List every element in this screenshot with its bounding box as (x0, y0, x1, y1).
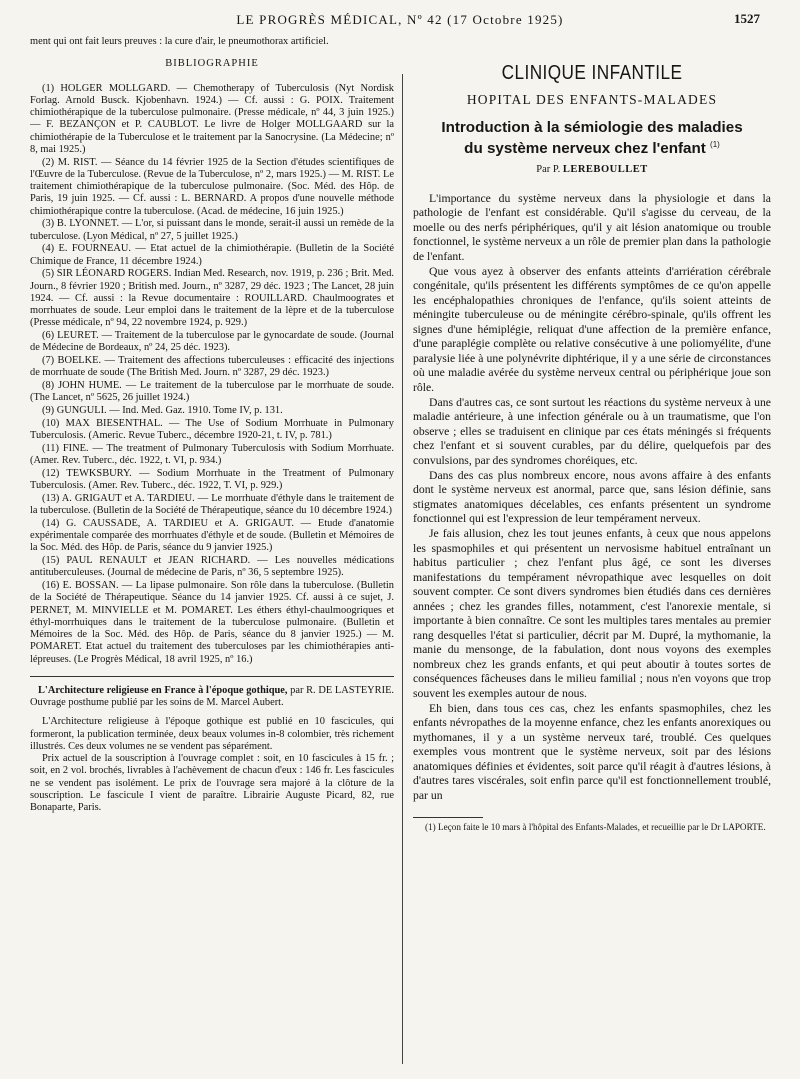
left-column (30, 36, 394, 1071)
reference-item: (10) MAX BIESENTHAL. — The Use of Sodium Morrhuate in Pulmonary Tuberculosis. (Americ. Revue Tuberc., décembre 1920-21, t. IV, p. 781.) (30, 417, 394, 441)
article-title (413, 119, 771, 157)
reference-item: (14) G. CAUSSADE, A. TARDIEU et A. GRIGAUT. — Etude d'anatomie expérimentale comparée des morrhuates d'éthyle et de soude. (Bulletin et Mémoires de la Soc. Méd. des Hôp. de Paris, séance du 9 janvier 1925.) (30, 517, 394, 554)
reference-item: (12) TEWKSBURY. — Sodium Morrhuate in the Treatment of Pulmonary Tuberculosis. (Amer. Rev. Tuberc., déc. 1922, T. VI, p. 929.) (30, 467, 394, 491)
reference-item: (7) BOELKE. — Traitement des affections tuberculeuses : efficacité des injections de morrhuate de soude (The British Med. Journ. nº 3287, 29 déc. 1923.) (30, 355, 394, 379)
article-body (413, 192, 771, 804)
body-paragraph: Eh bien, dans tous ces cas, chez les enfants spasmophiles, chez les enfants névropathes de la moyenne enfance, chez les enfants anorexiques ou mythomanes, il y a un système nerveux taré, troublé. Ces quelques exemples vous montrent que le système nerveux, soit par des lésions anatomiques définies et évidentes, soit parce qu'il réagit à d'autres lésions, à d'autres tares viscérales, soit enfin parce qu'il est fonctionnellement troublé, par un (413, 701, 771, 802)
article-byline (413, 163, 771, 178)
article-title-line (413, 136, 771, 157)
body-paragraph: L'importance du système nerveux dans la physiologie et dans la pathologie de l'enfant est considérable. Qu'il s'agisse du cerveau, de la moelle ou des nerfs périphériques, qu'il y ait lésion anatomique ou trouble fonctionnel, le système nerveux a un rôle de premier plan dans la pathologie de l'enfant. (413, 191, 771, 263)
body-paragraph: Dans d'autres cas, ce sont surtout les réactions du système nerveux à une maladie antérieure, à une infection générale ou à un traumatisme, que l'on observe ; elles se traduisent en clinique par ces états méningés si fréquents chez l'enfant et si souvent curables, par du délire, quelquefois par des convulsions, par des syndromes choréiques, etc. (413, 395, 771, 467)
reference-list (30, 83, 394, 666)
footnote: (1) Leçon faite le 10 mars à l'hôpital des Enfants-Malades, et recueillie par le Dr LAPORTE. (425, 822, 766, 833)
footnote-rule (413, 817, 483, 818)
reference-item: (9) GUNGULI. — Ind. Med. Gaz. 1910. Tome IV, p. 131. (42, 405, 283, 416)
running-header (40, 12, 760, 32)
reference-item: (3) B. LYONNET. — L'or, si puissant dans le monde, serait-il aussi un remède de la tuberculose. (Lyon Médical, nº 27, 5 juillet 1925.) (30, 218, 394, 242)
article-title-line: Introduction à la sémiologie des maladies (441, 119, 743, 136)
byline-prefix: Par P. (536, 164, 563, 176)
section-subrubric: HOPITAL DES ENFANTS-MALADES (466, 91, 718, 107)
reference-item: (11) FINE. — The treatment of Pulmonary Tuberculosis with Sodium Morrhuate. (Amer. Rev. Tuberc., déc. 1922, t. VI, p. 934.) (30, 442, 394, 466)
running-title: LE PROGRÈS MÉDICAL, Nº 42 (17 Octobre 1925) (236, 12, 564, 27)
notice-book-title: L'Architecture religieuse en France à l'époque gothique, (38, 684, 288, 696)
reference-item: (5) SIR LÉONARD ROGERS. Indian Med. Research, nov. 1919, p. 236 ; Brit. Med. Journ., 8 février 1920 ; British med. Journ., nº 3287, 29 déc. 1923 ; The Lancet, 28 juin 1924. — Cf. aussi : la Revue documentaire : ROUILLARD. Chaulmoogrates et morrhuates de soude. Leur emploi dans le traitement de la lèpre et de la tuberculose (Presse médicale, nº 94, 22 novembre 1924, p. 929.) (30, 268, 394, 329)
footnote-marker: (1) (710, 140, 720, 149)
notice-heading (30, 685, 394, 710)
reference-item: (8) JOHN HUME. — Le traitement de la tuberculose par le morrhuate de soude. (The Lancet, nº 5625, 26 juillet 1924.) (30, 380, 394, 404)
notice-author-line: par R. DE LASTEYRIE. Ouvrage posthume publié par les soins de M. Marcel Aubert. (30, 684, 394, 708)
book-notice (30, 685, 394, 815)
reference-item: (16) E. BOSSAN. — La lipase pulmonaire. Son rôle dans la tuberculose. (Bulletin de la Société de Thérapeutique. Séance du 14 janvier 1925. Cf. aussi à ce sujet, J. PERNET, M. MINVIELLE et M. POMARET. Les éthers éthyl-chaulmoogriques et éthyl-morrhuiques dans le traitement de la tuberculose pulmonaire. (Bulletin et Mémoires de la Soc. Méd. des Hôp. de Paris, séance du 8 janvier 1925.) — M. POMARET. Etat actuel du traitement des tuberculoses par les chimiothérapies anti-lépreuses. (Le Progrès Médical, 18 avril 1925, nº 16.) (30, 580, 394, 665)
section-divider (30, 676, 394, 677)
bibliography-heading: BIBLIOGRAPHIE (165, 58, 259, 70)
notice-paragraph: Prix actuel de la souscription à l'ouvrage complet : soit, en 10 fascicules à 15 fr. ; soit, en 2 vol. brochés, livrables à l'achèvement de chacun d'eux : 146 fr. Les fascicules ne se vendent pas isolément. Le prix de l'ouvrage sera majoré à la clôture de la souscription. Le fascicule I vient de paraître. Librairie Auguste Picard, 82, rue Bonaparte, Paris. (30, 753, 394, 813)
right-column (413, 36, 771, 1071)
body-paragraph: Dans des cas plus nombreux encore, nous avons affaire à des enfants dont le système nerveux est anormal, parce que, sans lésion définie, sans stigmates anatomiques décelables, ces enfants présentent un syndrome fonctionnel qui est l'expression de leur tempérament nerveux. (413, 468, 771, 526)
reference-item: (2) M. RIST. — Séance du 14 février 1925 de la Section d'études scientifiques de l'Œuvre de la Tuberculose. (Revue de la Tuberculose, nº 2, mars 1925.) — M. RIST. Le traitement chimiothérapique de la tuberculose pulmonaire. (Soc. Méd. des Hôp. de Paris, 19 juin 1925. — Cf. aussi : L. BERNARD. A propos d'une nouvelle méthode chimiothérapique contre la tuberculose. (Acad. de médecine, 16 juin 1925.) (30, 156, 394, 217)
reference-item: (15) PAUL RENAULT et JEAN RICHARD. — Les nouvelles médications antituberculeuses. (Journal de médecine de Paris, nº 36, 5 septembre 1925). (30, 555, 394, 579)
column-divider (402, 74, 403, 1064)
reference-item: (6) LEURET. — Traitement de la tuberculose par le gynocardate de soude. (Journal de Médecine de Bordeaux, nº 24, 25 déc. 1923). (30, 330, 394, 354)
page-number: 1527 (734, 11, 760, 26)
section-rubric: CLINIQUE INFANTILE (501, 62, 683, 84)
article-title-text: du système nerveux chez l'enfant (464, 140, 706, 158)
reference-item: (4) E. FOURNEAU. — Etat actuel de la chimiothérapie. (Bulletin de la Société Chimique de France, 11 décembre 1924.) (30, 243, 394, 267)
reference-item: (1) HOLGER MOLLGARD. — Chemotherapy of Tuberculosis (Nyt Nordisk Forlag. Arnold Busck. Kjobenhavn. 1924.) — Cf. aussi : G. POIX. Traitement chimiothérapique de la tuberculose pulmonaire. (Presse médicale, nº 44, 3 juin 1925.) — F. BEZANÇON et P. CAUBLOT. Le livre de Holger MOLLGAARD sur la chimiothérapie de la Tuberculose et le traitement par la Sanocrysine. (La Médecine; nº 8, mai 1925.) (30, 82, 394, 155)
author-name: LEREBOULLET (562, 164, 648, 176)
body-paragraph: Je fais allusion, chez les tout jeunes enfants, à ceux que nous appelons les spasmophiles et qui présentent un nervosisme habituel entraînant un habitus particulier ; chez l'enfant plus âgé, ce sont les diverses manifestations du tempérament névropathique avec lesquelles on doit souvent compter. Ce sont divers syndromes bien étudiés dans ces dernières années ; chez les grandes filles, notamment, c'est l'anorexie mentale, si importante à bien connaître. Ce sont les multiples tares mentales au premier rang desquelles l'état si particulier, décrit par M. Dupré, la mythomanie, la manie du mensonge, de la fabulation, dont nous voyons des exemples nombreux chez les grands enfants, et qui peut aboutir à toutes sortes de conséquences fâcheuses dans le milieu familial ; nous n'en voyons que trop souvent les exemples autour de nous. (413, 527, 771, 700)
continuation-text: ment qui ont fait leurs preuves : la cure d'air, le pneumothorax artificiel. (30, 36, 329, 47)
reference-item: (13) A. GRIGAUT et A. TARDIEU. — Le morrhuate d'éthyle dans le traitement de la tuberculose. (Bulletin de la Société de Thérapeutique, séance du 10 décembre 1924.) (30, 492, 394, 516)
body-paragraph: Que vous ayez à observer des enfants atteints d'arriération cérébrale congénitale, qu'ils présentent les différents symptômes de ce qu'on appelle les encéphalopathies chroniques de l'enfance, qu'ils soient atteints de méningite tuberculeuse ou de méningite cérébro-spinale, qu'ils offrent les signes d'une hémiplégie, reliquat d'une affection de la première enfance, d'une paraplégie complète ou relative consécutive à une poliomyélite, d'une paralysie liée à une polynévrite diphtérique, il y a une série de circonstances où une maladie avérée du système nerveux central ou périphérique joue son rôle. (413, 264, 771, 394)
notice-paragraph: L'Architecture religieuse à l'époque gothique est publié en 10 fascicules, qui formeront, la publication terminée, deux beaux volumes in-8 colombier, très richement illustrés. Ces deux volumes ne se vendent pas séparément. (30, 716, 394, 752)
